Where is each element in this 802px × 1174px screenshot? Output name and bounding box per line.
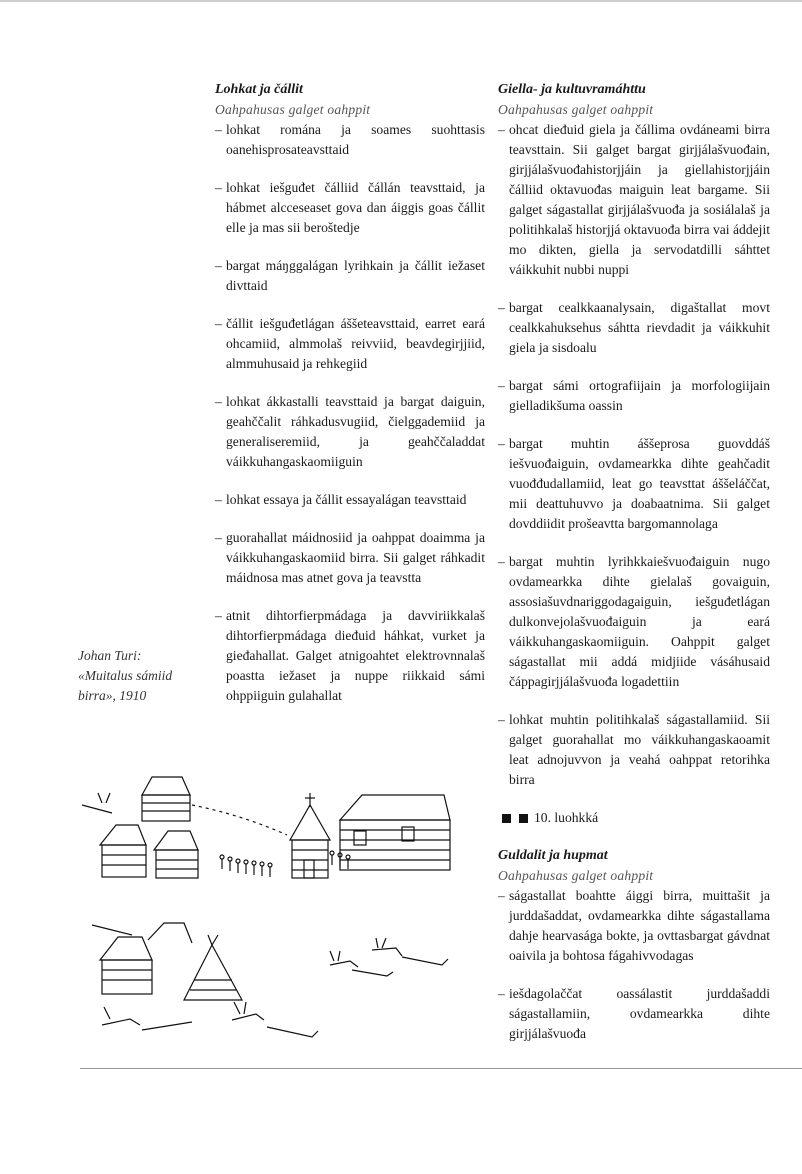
caption-line: «Muitalus sámiid: [78, 668, 173, 683]
square-bullet-icon: [519, 814, 528, 823]
left-column: [215, 80, 485, 724]
grade-label: 10. luohkká: [534, 810, 599, 825]
list-item: – lohkat ákkastalli teavsttaid ja bargat daiguin, geahččalit ráhkadusvugiid, čielggademiid ja generaliseremiid, ja geahččaladdat váikkuhangaskaomiiguin: [215, 392, 485, 472]
right-item-list-2: [498, 886, 770, 1044]
goahti-tent-drawing: [184, 935, 242, 1000]
list-item: – lohkat iešguđet čálliid čállán teavsttaid, ja hábmet alcceseaset gova dan áiggis goas čállit elle ja mas sii beroštedje: [215, 178, 485, 238]
list-item: – iešdagolaččat oassálastit jurddašaddi ságastallamiin, ovdamearkka dihte girjjálašvuođa: [498, 984, 770, 1044]
list-item: – bargat sámi ortografiijain ja morfologiijain gielladikšuma oassin: [498, 376, 770, 416]
right-item-list: [498, 120, 770, 790]
list-item: – bargat máŋggalágan lyrihkain ja čállit iežaset divttaid: [215, 256, 485, 296]
village-sketch-illustration: [72, 765, 492, 1060]
left-item-list: [215, 120, 485, 706]
log-house-drawing: [340, 795, 450, 870]
list-item: – bargat cealkkaanalysain, digaštallat movt cealkkahuksehus sáhtta rievdadit ja váikkuhit giela ja sisdoalu: [498, 298, 770, 358]
cabin-drawing: [100, 825, 198, 878]
list-item: – lohkat essaya ja čállit essayalágan teavsttaid: [215, 490, 485, 510]
section-heading-listen-speak: Guldalit ja hupmat: [498, 848, 608, 863]
caption-line: Johan Turi:: [78, 648, 142, 663]
square-bullet-icon: [502, 814, 511, 823]
illustration-caption: [78, 646, 208, 706]
page-bottom-rule: [80, 1068, 802, 1069]
section-heading-read-write: Lohkat ja čállit: [215, 82, 303, 97]
section-subheading: Oahpahusas galget oahppit: [498, 868, 654, 883]
section-subheading: Oahpahusas galget oahppit: [498, 102, 654, 117]
list-item: – lohkat muhtin politihkalaš ságastallamiid. Sii galget guorahallat mo váikkuhangaskaoamit leat adnojuvvon ja veahá oahppat retorihka birra: [498, 710, 770, 790]
cabin-drawing: [142, 777, 190, 821]
section-subheading: Oahpahusas galget oahppit: [215, 102, 371, 117]
caption-line: birra», 1910: [78, 688, 147, 703]
people-procession-drawing: [220, 851, 350, 877]
right-column: [498, 80, 770, 1062]
list-item: – bargat muhtin áššeprosa guovddáš iešvuođaiguin, ovdamearkka dihte geahčadit vuođđudallamiid, leat go teavsttat áššeláččat, mii deattuhuvvo ja doabaatnima. Sii galget dovddiidit prošeavtta bargomannolaga: [498, 434, 770, 534]
list-item: – ohcat dieđuid giela ja čállima ovdáneami birra teavsttain. Sii galget bargat girjjálašvuođain, girjjálašvuođahistorjjáin ja giellahistorjjáin čálliid oktavuođas maiguin leat bargame. Sii galget ságastallat girjjálašvuođa ja sosiálalaš ja politihkalaš historjjá oktavuođa birra vai áddejit mo dikten, giella ja servodatdilli sáhttet váikkuhit nubbi nuppi: [498, 120, 770, 280]
list-item: – guorahallat máidnosiid ja oahppat doaimma ja váikkuhangaskaomiid birra. Sii galget ráhkadit máidnosa mas atnet gova ja teavstta: [215, 528, 485, 588]
page-top-edge: [0, 0, 802, 2]
cabin-drawing: [100, 923, 192, 994]
section-heading-language-culture: Giella- ja kultuvramáhttu: [498, 82, 646, 97]
list-item: – lohkat romána ja soames suohttasis oanehisprosateavsttaid: [215, 120, 485, 160]
list-item: – ságastallat boahtte áiggi birra, muittašit ja jurddašaddat, ovdamearkka dihte ságastallama dahje hearvasága bokte, ja ovttasbargat gávdnat oaivila ja bohtosa fágahivvodagas: [498, 886, 770, 966]
list-item: – atnit dihtorfierpmádaga ja davviriikkalaš dihtorfierpmádaga dieđuid háhkat, vurket ja gieđahallat. Galget atnigoahtet elektrovnnalaš poastta iežaset ja nuppe riikkaid sámi ohppiiguin gulahallat: [215, 606, 485, 706]
church-drawing: [290, 793, 330, 878]
list-item: – bargat muhtin lyrihkkaiešvuođaiguin nugo ovdamearkka dihte gielalaš govaiguin, assosiašuvdnariggodagaiguin, iešguđetlágan dulkonvejolašvuođaiguin ja eará váikkuhangaskaomiiguin. Oahppit galget ságastallat mii addá midjiide vásáhusaid čáppagirjjálašvuođa logadettiin: [498, 552, 770, 692]
list-item: – čállit iešguđetlágan áššeteavsttaid, earret eará ohcamiid, almmolaš reivviid, beavdegirjjiid, almmuhusaid ja rehkegiid: [215, 314, 485, 374]
grade-section-marker: [502, 808, 770, 828]
